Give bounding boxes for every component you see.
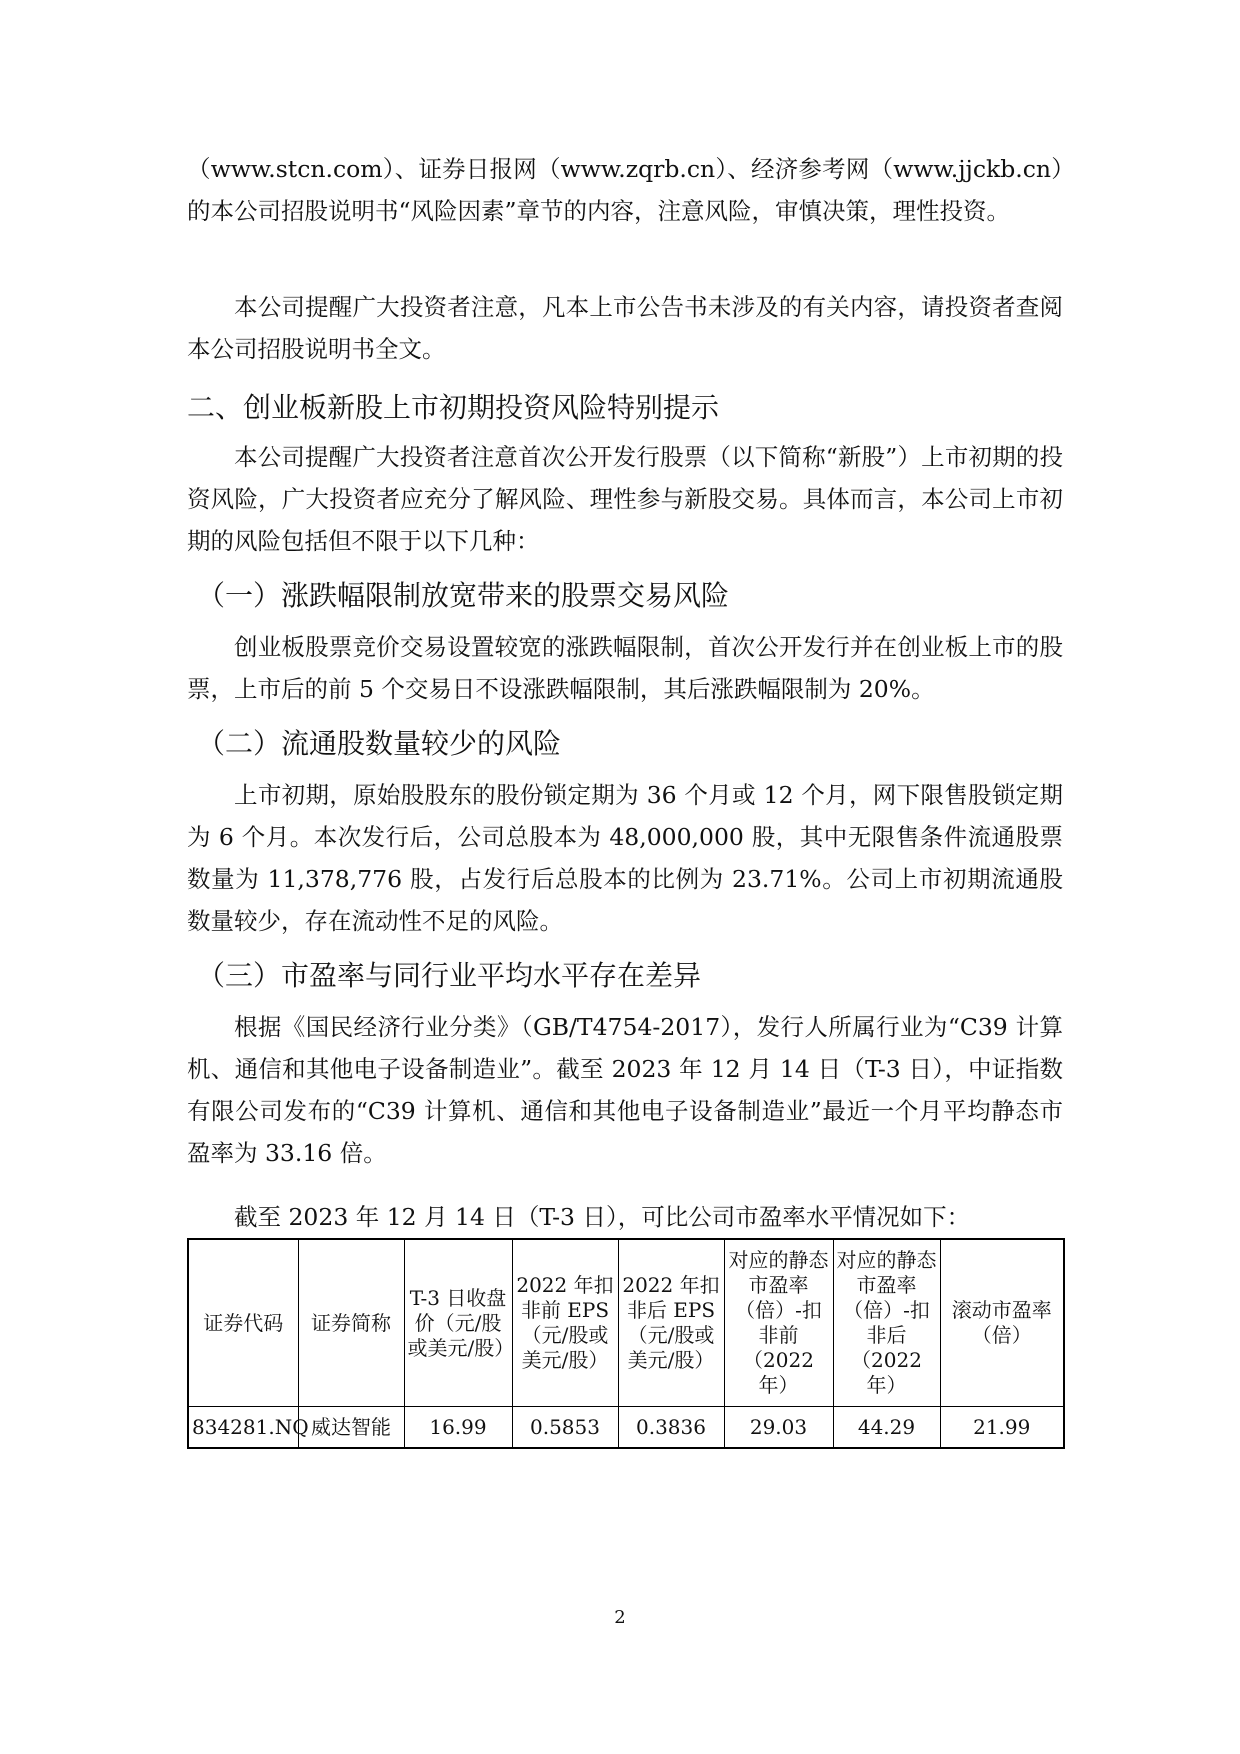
header-eps-before: 2022 年扣非前 EPS（元/股或美元/股） (512, 1239, 618, 1407)
table-intro: 截至 2023 年 12 月 14 日（T-3 日），可比公司市盈率水平情况如下： (234, 1203, 971, 1231)
cell-close-price: 16.99 (404, 1407, 512, 1449)
page-number: 2 (614, 1607, 626, 1628)
cell-pe-after: 44.29 (833, 1407, 940, 1449)
paragraph-prospectus-reminder: 本公司提醒广大投资者注意，凡本上市公告书未涉及的有关内容，请投资者查阅本公司招股说明书全文。 (187, 293, 1063, 363)
header-security-name: 证券简称 (298, 1239, 404, 1407)
paragraph-price-limit: 创业板股票竞价交易设置较宽的涨跌幅限制，首次公开发行并在创业板上市的股票，上市后的前 5 个交易日不设涨跌幅限制，其后涨跌幅限制为 20%。 (187, 633, 1063, 703)
cell-security-code: 834281.NQ (188, 1407, 298, 1449)
cell-ttm-pe: 21.99 (940, 1407, 1064, 1449)
header-pe-before: 对应的静态市盈率（倍）-扣非前（2022 年） (724, 1239, 833, 1407)
cell-eps-before: 0.5853 (512, 1407, 618, 1449)
paragraph-float-shares: 上市初期，原始股股东的股份锁定期为 36 个月或 12 个月，网下限售股锁定期为 6 个月。本次发行后，公司总股本为 48,000,000 股，其中无限售条件流通股票数量为 11,378,776 股，占发行后总股本的比例为 23.71%。公司上市初期流通股数量较少，存在流动性不足的风险。 (187, 781, 1063, 935)
header-eps-after: 2022 年扣非后 EPS（元/股或美元/股） (618, 1239, 724, 1407)
header-close-price: T-3 日收盘价（元/股或美元/股） (404, 1239, 512, 1407)
subheading-float-shares: （二）流通股数量较少的风险 (197, 727, 562, 760)
header-security-code: 证券代码 (188, 1239, 298, 1407)
table-header-row (188, 1239, 1064, 1407)
table-row (188, 1407, 1064, 1449)
subheading-pe-ratio: （三）市盈率与同行业平均水平存在差异 (197, 959, 702, 992)
cell-pe-before: 29.03 (724, 1407, 833, 1449)
comparable-pe-table (187, 1238, 1065, 1449)
cell-security-name: 威达智能 (298, 1407, 404, 1449)
paragraph-risk-notice-cont: （www.stcn.com）、证券日报网（www.zqrb.cn）、经济参考网（www.jjckb.cn）的本公司招股说明书“风险因素”章节的内容，注意风险，审慎决策，理性投资。 (187, 155, 1063, 225)
paragraph-pe-ratio: 根据《国民经济行业分类》（GB/T4754-2017），发行人所属行业为“C39 计算机、通信和其他电子设备制造业”。截至 2023 年 12 月 14 日（T-3 日），中证指数有限公司发布的“C39 计算机、通信和其他电子设备制造业”最近一个月平均静态市盈率为 33.16 倍。 (187, 1013, 1063, 1167)
header-ttm-pe: 滚动市盈率（倍） (940, 1239, 1064, 1407)
header-pe-after: 对应的静态市盈率（倍）-扣非后（2022 年） (833, 1239, 940, 1407)
subheading-price-limit: （一）涨跌幅限制放宽带来的股票交易风险 (197, 579, 730, 612)
section-heading-2: 二、创业板新股上市初期投资风险特别提示 (187, 391, 720, 424)
paragraph-new-stock-risk: 本公司提醒广大投资者注意首次公开发行股票（以下简称“新股”）上市初期的投资风险，广大投资者应充分了解风险、理性参与新股交易。具体而言，本公司上市初期的风险包括但不限于以下几种： (187, 443, 1063, 555)
document-page (187, 148, 1063, 1449)
cell-eps-after: 0.3836 (618, 1407, 724, 1449)
